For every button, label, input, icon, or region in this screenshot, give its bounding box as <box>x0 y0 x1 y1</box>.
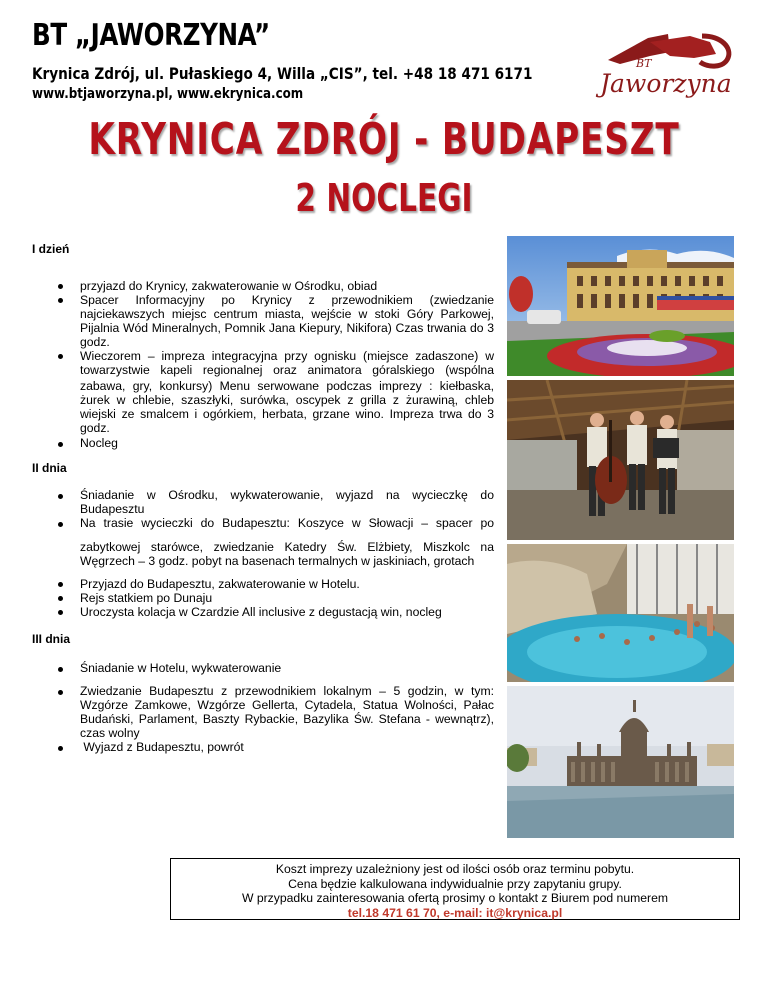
day-1-item-2: Spacer Informacyjny po Krynicy z przewodnikiem (zwiedzanie najciekawszych miejsc centrum miasta, wejście w stoki Góry Parkowej, Pijalnia Wód Mineralnych, Pomnik Jana Kiepury, Nikifora) Czas trwania do 3 godz. <box>80 293 494 349</box>
photo-budapest-parliament <box>507 686 734 838</box>
bullet <box>58 582 63 587</box>
footer-contact[interactable]: tel.18 471 61 70, e-mail: it@krynica.pl <box>347 905 563 920</box>
day-2-item-1: Śniadanie w Ośrodku, wykwaterowanie, wyjazd na wycieczkę do Budapesztu <box>80 488 494 516</box>
day-1-item-3: Wieczorem – impreza integracyjna przy ognisku (miejsce zadaszone) w towarzystwie kapeli regionalnej oraz animatora góralskiego (wspólna <box>80 349 494 377</box>
svg-text:BT: BT <box>636 57 652 70</box>
bullet <box>58 298 63 303</box>
day-1-item-1: przyjazd do Krynicy, zakwaterowanie w Ośrodku, obiad <box>80 279 378 293</box>
day-3-heading: III dnia <box>32 632 71 646</box>
footer-line-2: Cena będzie kalkulowana indywidualnie przy zapytaniu grupy. <box>288 876 622 891</box>
day-3-item-2: Zwiedzanie Budapesztu z przewodnikiem lokalnym – 5 godzin, w tym: Wzgórze Zamkowe, Wzgórze Gellerta, Cytadela, Statua Wolności, Pałac Budański, Parlament, Baszty Rybackie, Bazylika Św. Stefana - wewnątrz), czas wolny <box>80 684 494 740</box>
bullet <box>58 610 63 615</box>
footer-line-3: W przypadku zainteresowania ofertą prosimy o kontakt z Biurem pod numerem <box>241 891 669 905</box>
sub-title: 2 NOCLEGI <box>295 176 473 220</box>
photo-thermal-cave-pool <box>507 544 734 682</box>
bullet <box>58 596 63 601</box>
bullet <box>58 746 63 751</box>
footer-info-box <box>170 858 740 920</box>
bullet <box>58 284 63 289</box>
bullet <box>58 522 63 527</box>
bullet <box>58 667 63 672</box>
day-2-item-2: Na trasie wycieczki do Budapesztu: Koszyce w Słowacji – spacer po <box>80 516 494 530</box>
company-logo <box>590 30 740 100</box>
company-name: BT „JAWORZYNA” <box>32 18 270 53</box>
main-title: KRYNICA ZDRÓJ - BUDAPESZT <box>88 114 680 165</box>
company-address: Krynica Zdrój, ul. Pułaskiego 4, Willa „CIS”, tel. +48 18 471 6171 <box>32 64 533 83</box>
day-1-item-4: Nocleg <box>80 436 118 450</box>
svg-text:Jaworzyna: Jaworzyna <box>600 69 732 98</box>
bullet <box>58 690 63 695</box>
day-3-item-1: Śniadanie w Hotelu, wykwaterowanie <box>80 661 282 675</box>
day-2-item-2-continued: zabytkowej starówce, zwiedzanie Katedry Św. Elżbiety, Miszkolc na Węgrzech – 3 godz. pobyt na basenach termalnych w jaskiniach, grotach <box>80 540 494 568</box>
company-websites: www.btjaworzyna.pl, www.ekrynica.com <box>32 86 304 102</box>
day-3-item-3: Wyjazd z Budapesztu, powrót <box>80 740 244 754</box>
day-2-item-4: Rejs statkiem po Dunaju <box>80 591 213 605</box>
footer-line-1: Koszt imprezy uzależniony jest od ilości osób oraz terminu pobytu. <box>275 862 635 876</box>
bullet <box>58 494 63 499</box>
day-2-heading: II dnia <box>32 461 67 475</box>
day-1-heading: I dzień <box>32 242 70 256</box>
day-2-item-5: Uroczysta kolacja w Czardzie All inclusive z degustacją win, nocleg <box>80 605 442 619</box>
bullet <box>58 442 63 447</box>
bullet <box>58 354 63 359</box>
day-1-item-3-continued: zabawa, gry, konkursy) Menu serwowane podczas imprezy : kiełbaska, żurek w chlebie, szaszłyki, surówka, oscypek z grilla z żurawiną, chleb wiejski ze smalcem i ogórkiem, herbata, grzane wino. Impreza trwa do 3 godz. <box>80 379 494 435</box>
day-2-item-3: Przyjazd do Budapesztu, zakwaterowanie w Hotelu. <box>80 577 360 591</box>
photo-krynica-promenade <box>507 236 734 376</box>
photo-highland-band <box>507 380 734 540</box>
